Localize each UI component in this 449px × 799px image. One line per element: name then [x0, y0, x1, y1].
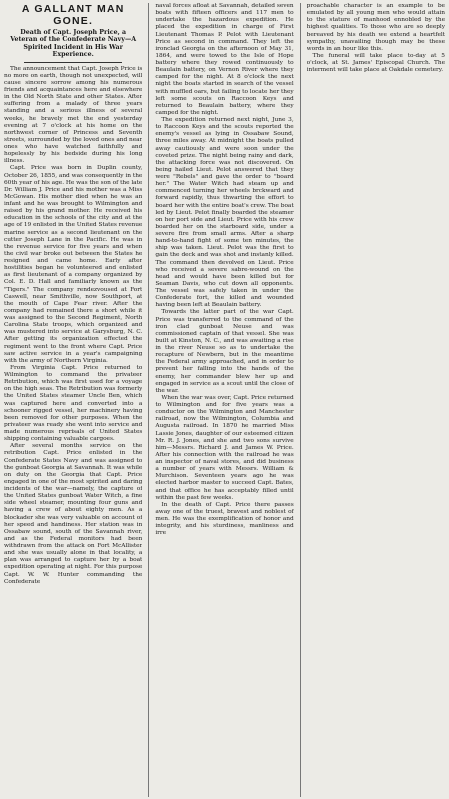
- headline-rule: [24, 62, 122, 63]
- article-column-3: [307, 3, 445, 797]
- paragraph: proachable character is an example to be emulated by all young men who would attain to the stature of manhood ennobled by the highest qualities. To those who are so deeply bereaved by his death we extend a heartfelt sympathy, unavailing though may be these words in an hour like this.: [306, 3, 445, 52]
- paragraph: The announcement that Capt. Joseph Price is no more on earth, though not unexpected, will cause sincere sorrow among his numerous friends and acquaintances here and elsewhere in the Old North State and other States. After suffering from a malady of three years standing and a serious illness of several weeks, he bravely met the end yesterday evening at 7 o'clock at his home on the northwest corner of Princess and Seventh streets, surrounded by the loved ones and near ones who have watched faithfully and hopelessly by his bedside during his long illness.: [4, 65, 143, 165]
- column-divider: [148, 3, 149, 797]
- paragraph: The expedition returned next night, June 3, to Raccoon Keys and the scouts reported the enemy's vessel as lying in Ossabaw Sound, three miles away. At midnight the boats pulled away cautiously and were soon under the coveted prize. The night being rainy and dark, the attacking force was not discovered. On being hailed Lieut. Pelot answered that they were "Rebels" and gave the order to "board her." The Water Witch had steam up and commenced turning her wheels brckward and forward rapidly, thus thwarting the effort to board her with the entire boat's crew. The boat led by Lieut. Pelot finally boarded the steamer on her port side and Lieut. Price with his crew boarded her on the starboard side, under a severe fire from small arms. After a sharp hand-to-hand fight of some ten minutes, the ship was taken. Lieut. Pelot was the first to gain the deck and was shot and instanly killed. The command then devolved on Lieut. Price who received a severe sabre-wound on the head and would have been killed but for Seaman Davis, who cut down all opponents. The vessel was safely taken in under the Confederate fort, the killed and wounded having been left at Beaulain battery.: [155, 117, 294, 309]
- paragraph: After several months service on the retribution Capt. Price enlisted in the Confederate States Navy and was assigned to the gunboat Georgia at Savannah. It was while on duty on the Georgia that Capt. Price engaged in one of the most spirited and daring incidents of the war—namely, the capture of the United States gunboat Water Witch, a fine side wheel steamer, mounting four guns and having a crew of about eighty men. As a blockader she was very valuable on account of her speed and handiness. Her station was in Ossabaw sound, south of the Savannah river, and as the Federal monitors had been withdrawn from the attack on Fort McAllister and she was usually alone in that locality, a plan was arranged to capture her by a boat expedition operating at night. For this purpose Capt. W. W. Hunter commanding the Confederate: [4, 443, 143, 585]
- article-headline: A GALLANT MAN GONE.: [21, 3, 125, 27]
- paragraph: Towards the latter part of the war Capt. Price was transferred to the command of the iron clad gunboat Neuse and was commissioned captain of that vessel. She was built at Kinston, N. C., and was awaiting a rise in the river Neuse so as to undertake the recapture of Newbern, but in the meantime the Federal army approached, and in order to prevent her falling into the hands of the enemy, her commander blew her up and engaged in service as a scout until the close of the war.: [155, 309, 294, 394]
- paragraph: The funeral will take place to-day at 5 o'clock, at St. James' Episcopal Church. The interment will take place at Oakdale cemetery.: [306, 52, 445, 74]
- column-divider: [300, 3, 301, 797]
- paragraph: When the war was over, Capt. Price returned to Wilmington and for five years was a conductor on the Wilmington and Manchester railroad, now the Wilmington, Columbia and Augusta railroad. In 1870 he married Miss Lassie Jones, daughter of our esteemed citizen Mr. R. J. Jones, and she and two sons survive him—Messrs. Richard J. and James W. Price. After his connection with the railroad he was an inspector of naval stores, and did business a number of years with Messrs. William & Murchison. Seventeen years ago he was elected harbor master to succeed Capt. Bates, and that office he has acceptably filled until within the past few weeks.: [155, 394, 294, 501]
- article-column-2: [155, 3, 293, 797]
- paragraph: In the death of Capt. Price there passes away one of the truest, bravest and noblest of men. He was the exemplification of honor and integrity, and his sturdiness, manliness and irre: [155, 501, 294, 537]
- article-deck: Death of Capt. Joseph Price, a Veteran of the Confederate Navy—A Spirited Incident in His War Experience.: [10, 29, 137, 59]
- article-column-1: [4, 3, 142, 797]
- paragraph: naval forces afloat at Savannah, detailed seven boats with fifteen officers and 117 men to undertake the hazardous expedition. He placed the expedition in charge of First Lieutenant Thomas P. Pelot with Lieutenant Price as second in command. They left the ironclad Georgia on the afternoon of May 31, 1864, and were towed to the Isle of Hope battery where they rowed continuously to Beaulain battery, on Vernon River where they camped for the night. At 8 o'clock the next night the boats started in search of the vessel with muffled oars, but failing to locate her they left some scouts on Raccoon Keys and returned to Beaulain battery, where they camped for the night.: [155, 3, 294, 116]
- article-columns: [4, 3, 445, 797]
- paragraph: Capt. Price was born in Duplin county, October 26, 1855, and was consequently in the 60th year of his age. He was the son of the late Dr. William J. Price and his mother was a Miss McGowan. His mother died when he was an infant and he was brought to Wilmington and raised by his grand mother. He received his education in the schools of the city and at the age of 19 enlisted in the United States revenue marine service as a second lieutenant on the cutter Joseph Lane in the Pacific. He was in the revenue service for five years and when the civil war broke out between the States he resigned and came home. Early after hostilities began he volunteered and enlisted as first lieutenant of a company organized by Col. E. D. Hall and familiarly known as the "Tigers." The company rendezvoused at Fort Caswell, near Smithville, now Southport, at the mouth of Cape Fear river. After the company had remained there a short while it was assigned to the Second Regiment, North Carolina State troops, which organized and was mustered into service at Garysburg, N. C. After getting its organization effected the regiment went to the front where Capt. Price saw active service in a year's campaigning with the army of Northern Virginia.: [4, 165, 143, 364]
- paragraph: From Virginia Capt. Price returned to Wilmington to command the privateer Retribution, which was first used for a voyage on the high seas. The Retribution was formerly the United States steamer Uncle Ben, which was captured here and converted into a schooner rigged vessel, her machinery having been removed for other purposes. When the privateer was ready she went into service and made numerous reprisals of United States shipping containing valuable cargoes.: [4, 364, 143, 443]
